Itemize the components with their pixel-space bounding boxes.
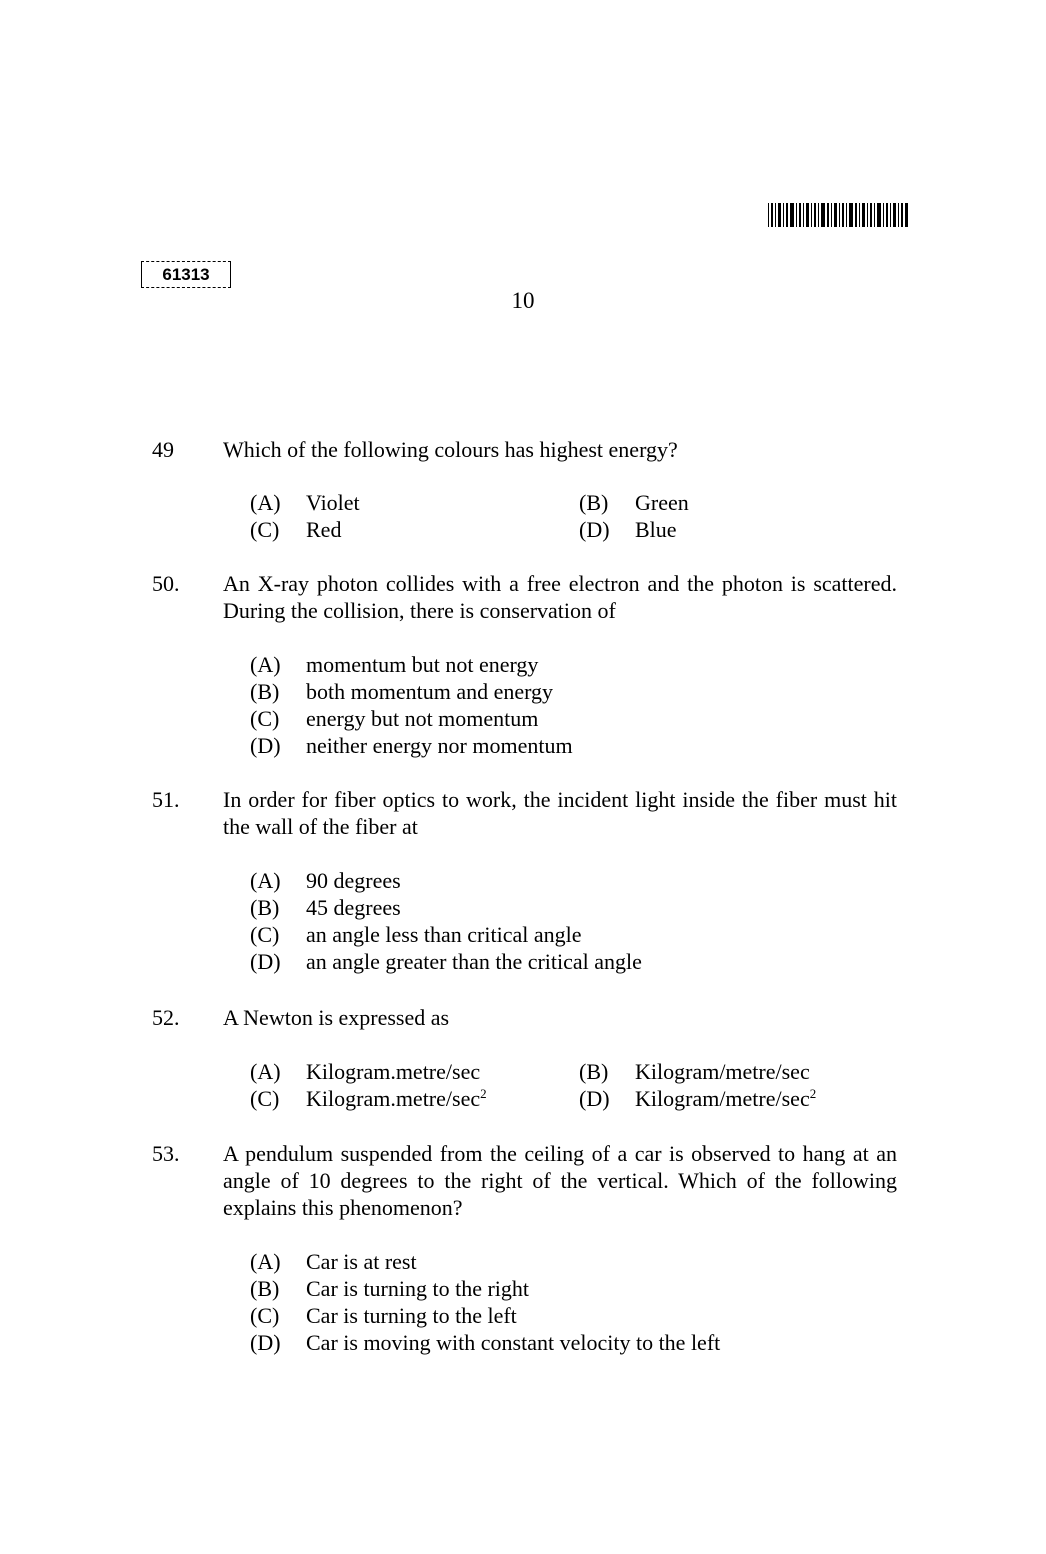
option-label: (A): [250, 1249, 281, 1274]
option-label: (A): [250, 490, 281, 515]
option-label: (D): [579, 517, 610, 542]
option-text: Car is moving with constant velocity to the left: [306, 1330, 721, 1355]
option-text: Car is turning to the right: [306, 1276, 530, 1301]
option-text: neither energy nor momentum: [306, 733, 573, 758]
question-number: 50.: [152, 571, 180, 596]
option-text: Green: [635, 490, 689, 515]
option-d: [579, 516, 677, 543]
option-text: an angle greater than the critical angle: [306, 949, 642, 974]
option-a: [250, 1248, 417, 1275]
barcode: [768, 203, 908, 227]
option-c: [250, 1302, 517, 1329]
option-text: Car is at rest: [306, 1249, 417, 1274]
option-label: (B): [250, 895, 280, 920]
option-text: Blue: [635, 517, 677, 542]
option-label: (C): [250, 1086, 280, 1111]
question-number: 49: [152, 437, 174, 462]
option-a: [250, 1058, 480, 1085]
option-label: (B): [250, 1276, 280, 1301]
option-text: Kilogram.metre/sec: [306, 1059, 481, 1084]
option-exponent: 2: [809, 1086, 817, 1101]
option-label: (C): [250, 922, 280, 947]
page-number: 10: [511, 288, 535, 313]
option-text: Red: [306, 517, 342, 542]
option-label: (C): [250, 517, 280, 542]
question-number: 52.: [152, 1005, 180, 1030]
option-b: [579, 1058, 810, 1085]
option-d: [250, 1329, 720, 1356]
option-d: [250, 732, 573, 759]
option-label: (C): [250, 706, 280, 731]
option-label: (D): [250, 1330, 281, 1355]
question-text: A Newton is expressed as: [223, 1005, 450, 1030]
option-text: 45 degrees: [306, 895, 401, 920]
question-text: In order for fiber optics to work, the incident light inside the fiber must hit the wall of the fiber at: [223, 787, 897, 839]
option-c: [250, 705, 538, 732]
option-text: an angle less than critical angle: [306, 922, 582, 947]
option-exponent: 2: [480, 1086, 487, 1101]
option-label: (A): [250, 1059, 281, 1084]
option-label: (B): [250, 679, 280, 704]
option-label: (A): [250, 652, 281, 677]
option-label: (B): [579, 490, 609, 515]
option-b: [250, 1275, 529, 1302]
option-text: energy but not momentum: [306, 706, 539, 731]
option-text: momentum but not energy: [306, 652, 539, 677]
option-text: Kilogram.metre/sec: [306, 1086, 481, 1111]
option-d: [250, 948, 642, 975]
option-b: [250, 894, 401, 921]
option-label: (C): [250, 1303, 280, 1328]
option-label: (D): [250, 733, 281, 758]
option-text: both momentum and energy: [306, 679, 554, 704]
question-number: 53.: [152, 1141, 180, 1166]
option-c: [250, 921, 582, 948]
option-label: (D): [250, 949, 281, 974]
option-b: [579, 489, 689, 516]
option-text: Violet: [306, 490, 360, 515]
option-a: [250, 651, 538, 678]
option-text: Kilogram/metre/sec: [635, 1086, 810, 1111]
option-d: [579, 1085, 816, 1112]
question-text: A pendulum suspended from the ceiling of a car is observed to hang at an angle of 10 degrees to the right of the vertical. Which of the following explains this phenomenon?: [223, 1141, 897, 1220]
option-label: (D): [579, 1086, 610, 1111]
option-a: [250, 867, 401, 894]
option-c: [250, 516, 341, 543]
option-b: [250, 678, 553, 705]
question-text: Which of the following colours has highest energy?: [223, 437, 678, 462]
option-text: 90 degrees: [306, 868, 401, 893]
option-text: Kilogram/metre/sec: [635, 1059, 810, 1084]
paper-code: 61313: [141, 261, 231, 288]
option-label: (B): [579, 1059, 609, 1084]
option-a: [250, 489, 360, 516]
option-text: Car is turning to the left: [306, 1303, 517, 1328]
option-c: [250, 1085, 487, 1112]
option-label: (A): [250, 868, 281, 893]
question-number: 51.: [152, 787, 180, 812]
question-text: An X-ray photon collides with a free electron and the photon is scattered. During the collision, there is conservation of: [223, 571, 897, 623]
